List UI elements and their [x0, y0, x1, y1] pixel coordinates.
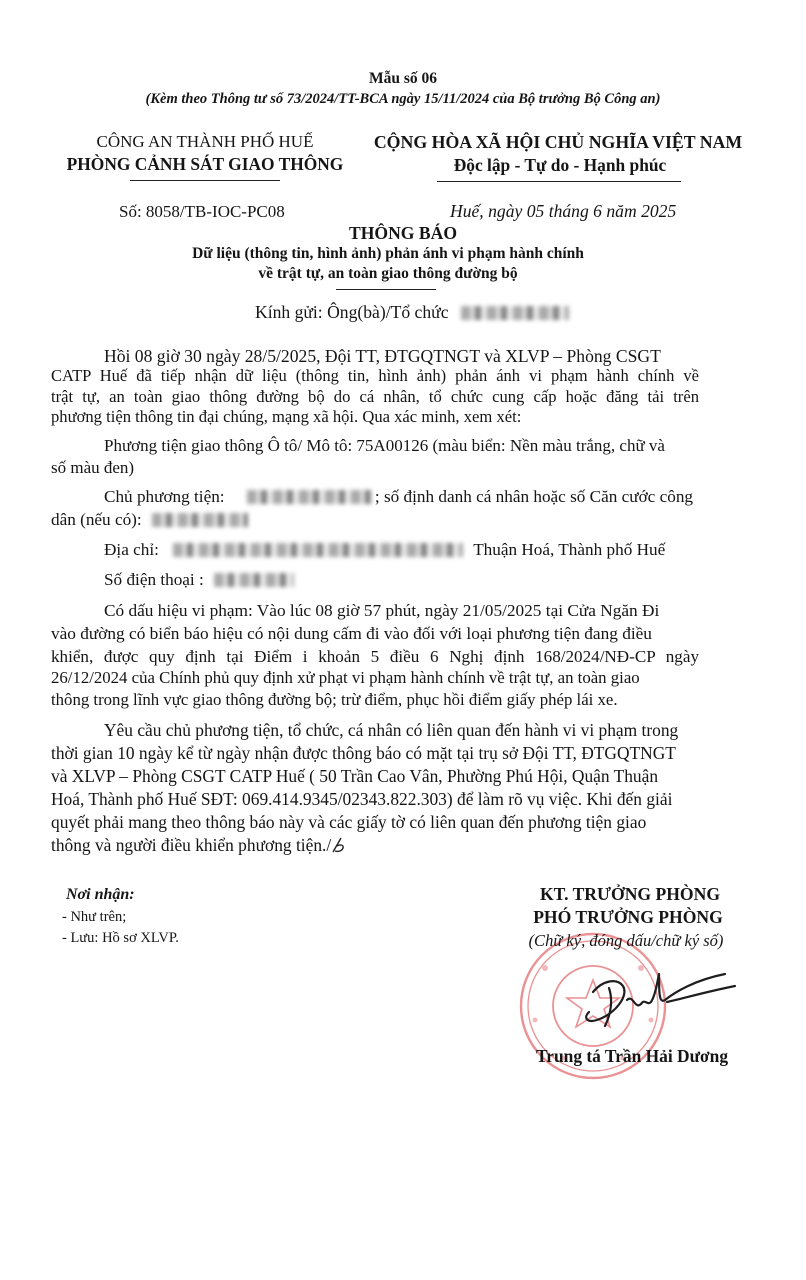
para3-line1: Yêu cầu chủ phương tiện, tổ chức, cá nhân có liên quan đến hành vi vi phạm trong: [104, 720, 679, 740]
vehicle-line2: số màu đen): [51, 458, 135, 477]
form-attachment: (Kèm theo Thông tư số 73/2024/TT-BCA ngày 15/11/2024 của Bộ trưởng Bộ Công an): [145, 91, 661, 107]
para1-line4: phương tiện thông tin đại chúng, mạng xã hội. Qua xác minh, xem xét:: [51, 407, 522, 426]
document-subtitle-2: về trật tự, an toàn giao thông đường bộ: [258, 265, 518, 282]
para2-line1: Có dấu hiệu vi phạm: Vào lúc 08 giờ 57 phút, ngày 21/05/2025 tại Cửa Ngăn Đi: [104, 601, 660, 620]
para1-line3: trật tự, an toàn giao thông đường bộ do cá nhân, tổ chức cung cấp hoặc đăng tải trên: [51, 387, 699, 406]
para3-line6: thông và người điều khiển phương tiện./: [51, 835, 347, 856]
address-suffix: Thuận Hoá, Thành phố Huế: [473, 540, 666, 559]
para3-line2: thời gian 10 ngày kể từ ngày nhận được thông báo có mặt tại trụ sở Đội TT, ĐTGQTNGT: [51, 743, 676, 763]
nation-motto: Độc lập - Tự do - Hạnh phúc: [453, 155, 667, 175]
document-subtitle-1: Dữ liệu (thông tin, hình ảnh) phản ánh vi phạm hành chính: [192, 245, 584, 262]
recipient-line: [255, 302, 569, 323]
signer-name: Trung tá Trần Hải Dương: [535, 1046, 729, 1066]
para3-line5: quyết phải mang theo thông báo này và các giấy tờ có liên quan đến phương tiện giao: [51, 812, 647, 832]
place-date: Huế, ngày 05 tháng 6 năm 2025: [450, 201, 677, 221]
owner-id-line: [51, 510, 248, 530]
sign-title-2: PHÓ TRƯỞNG PHÒNG: [533, 907, 723, 927]
owner-suffix: ; số định danh cá nhân hoặc số Căn cước công: [374, 487, 694, 506]
agency-line2: PHÒNG CẢNH SÁT GIAO THÔNG: [66, 154, 344, 174]
sign-note: (Chữ ký, đóng dấu/chữ ký số): [528, 931, 724, 950]
document-title: THÔNG BÁO: [348, 223, 458, 243]
para3-line4: Hoá, Thành phố Huế SĐT: 069.414.9345/02343.822.303) để làm rõ vụ việc. Khi đến giải: [51, 789, 673, 809]
form-number: Mẫu số 06: [368, 70, 438, 87]
redacted-owner: [247, 490, 371, 504]
redacted-id: [152, 513, 248, 527]
document-number: Số: 8058/TB-IOC-PC08: [119, 202, 285, 221]
owner-id-label: dân (nếu có):: [51, 510, 142, 529]
owner-label: Chủ phương tiện:: [104, 487, 225, 506]
para2-line3: khiển, được quy định tại Điểm i khoản 5 điều 6 Nghị định 168/2024/NĐ-CP ngày: [51, 647, 699, 666]
phone-label: Số điện thoại :: [104, 570, 204, 589]
receivers-title: Nơi nhận:: [66, 886, 135, 903]
address-line: [104, 540, 665, 560]
agency-underline: [130, 180, 280, 181]
para2-line4: 26/12/2024 của Chính phủ quy định xử phạt vi phạm hành chính về trật tự, an toàn giao: [51, 668, 640, 687]
nation-title: CỘNG HÒA XÃ HỘI CHỦ NGHĨA VIỆT NAM: [373, 132, 743, 152]
para2-line5: thông trong lĩnh vực giao thông đường bộ; trừ điểm, phục hồi điểm giấy phép lái xe.: [51, 690, 618, 709]
handwritten-signature-icon: [575, 962, 745, 1032]
title-underline: [336, 289, 436, 290]
para3-line3: và XLVP – Phòng CSGT CATP Huế ( 50 Trần Cao Vân, Phường Phú Hội, Quận Thuận: [51, 766, 659, 786]
recipient-label: Kính gửi: Ông(bà)/Tổ chức: [255, 302, 449, 322]
phone-line: [104, 570, 294, 590]
redacted-phone: [214, 573, 294, 587]
para1-line2: CATP Huế đã tiếp nhận dữ liệu (thông tin, hình ảnh) phản ánh vi phạm hành chính về: [51, 366, 699, 385]
address-label: Địa chỉ:: [104, 540, 159, 559]
owner-line: [104, 487, 693, 507]
redacted-address: [173, 543, 463, 557]
agency-line1: CÔNG AN THÀNH PHỐ HUẾ: [96, 132, 314, 151]
para2-line2: vào đường có biển báo hiệu có nội dung cấm đi vào đối với loại phương tiện đang điều: [51, 624, 652, 643]
motto-underline: [437, 181, 681, 182]
initial-mark-icon: [331, 836, 347, 854]
receiver-item-2: - Lưu: Hồ sơ XLVP.: [62, 930, 179, 946]
redacted-recipient: [461, 306, 569, 320]
para1-line1: Hồi 08 giờ 30 ngày 28/5/2025, Đội TT, ĐTGQTNGT và XLVP – Phòng CSGT: [104, 346, 661, 366]
vehicle-line1: Phương tiện giao thông Ô tô/ Mô tô: 75A00126 (màu biển: Nền màu trắng, chữ và: [104, 436, 665, 455]
receiver-item-1: - Như trên;: [62, 909, 127, 925]
sign-title-1: KT. TRƯỞNG PHÒNG: [539, 884, 721, 904]
